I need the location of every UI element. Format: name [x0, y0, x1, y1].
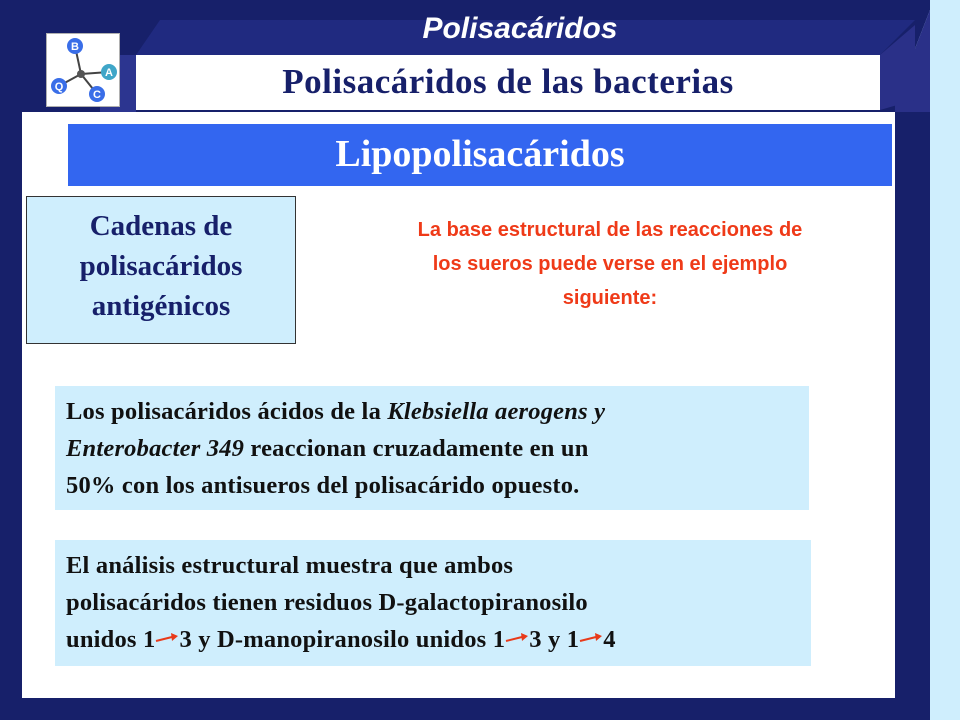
topic-box-text — [26, 206, 296, 326]
p2-line-3b: 3 y D-manopiranosilo unidos 1 — [179, 626, 506, 653]
frame-right-border — [895, 100, 930, 720]
p2-line-1: El análisis estructural muestra que ambos — [66, 552, 514, 579]
topic-line-2: polisacáridos — [79, 250, 243, 282]
frame-bottom-border — [0, 698, 930, 720]
arrow-right-icon — [579, 632, 603, 646]
page-title: Polisacáridos de las bacterias — [282, 62, 734, 101]
intro-line-1: La base estructural de las reacciones de — [417, 219, 803, 241]
intro-line-2: los sueros puede verse en el ejemplo — [432, 253, 788, 275]
intro-line-3: siguiente: — [562, 287, 658, 309]
svg-text:A: A — [105, 67, 113, 79]
intro-text — [330, 213, 890, 315]
svg-text:B: B — [71, 41, 79, 53]
header-subtitle: Polisacáridos — [422, 12, 618, 45]
p2-line-2: polisacáridos tienen residuos D-galactopiranosilo — [66, 589, 588, 616]
p2-line-3c: 3 y 1 — [529, 626, 580, 653]
logo — [46, 33, 120, 107]
section-title: Lipopolisacáridos — [335, 133, 625, 175]
paragraph-1 — [66, 393, 806, 504]
paragraph-2 — [66, 547, 806, 658]
p2-line-3d: 4 — [603, 626, 616, 653]
p2-line-3a: unidos 1 — [66, 626, 156, 653]
arrow-right-icon — [155, 632, 179, 646]
p1-species-1: Klebsiella aerogens y — [387, 398, 606, 425]
p1-text-a: Los polisacáridos ácidos de la — [66, 398, 388, 425]
p1-text-e: 50% con los antisueros del polisacárido opuesto. — [66, 472, 580, 499]
svg-text:C: C — [93, 89, 101, 101]
topic-line-1: Cadenas de — [89, 210, 233, 242]
arrow-right-icon — [505, 632, 529, 646]
topic-line-3: antigénicos — [91, 290, 231, 322]
p1-text-d: reaccionan cruzadamente en un — [244, 435, 589, 462]
p1-species-2: Enterobacter 349 — [66, 435, 245, 462]
svg-text:Q: Q — [54, 81, 64, 93]
